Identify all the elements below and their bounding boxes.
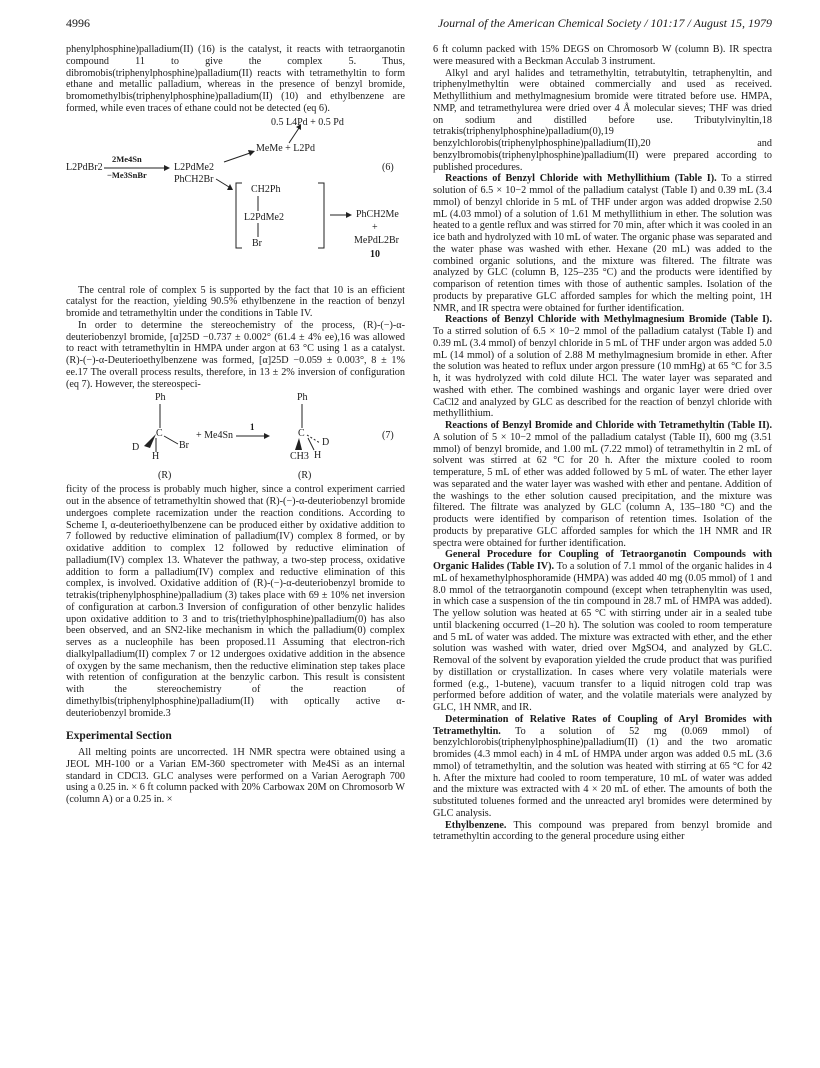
eq7-br: Br bbox=[179, 440, 189, 452]
eq7-d-right: D bbox=[322, 437, 330, 449]
paragraph bbox=[433, 314, 772, 420]
paragraph: 6 ft column packed with 15% DEGS on Chromosorb W (column B). IR spectra were measured with a Beckman Acculab 3 instrument. bbox=[433, 44, 772, 67]
eq6-complex-top: CH2Ph bbox=[251, 183, 281, 195]
eq6-meme: MeMe + L2Pd bbox=[256, 142, 315, 154]
eq7-ph-left: Ph bbox=[155, 392, 166, 404]
paragraph-text: A solution of 5 × 10−2 mmol of the palladium catalyst (Table II), 600 mg (3.51 mmol) of benzyl bromide, and 1.00 mL (7.22 mmol) of tetramethyltin in 2 mL of solvent was stirred at 62 °C for 20 h. After the mixture cooled to room temperature, 5 mL of ether was added followed by 5 mL of water. The ether layer was separated and the water layer was washed with ether and pentane. Addition of the washings to the ether solution caused precipitation, and the mixture was filtered. The filtrate was analyzed by GLC (column A, 135–180 °C) and the products were identified by comparison of retention times. Isolation of the products by preparative GLC afforded samples for which the 1H NMR and IR spectra were obtained for further identification. bbox=[433, 431, 772, 549]
subheading: General Procedure for Coupling of Tetraorganotin Compounds with Organic Halides (Table IV). bbox=[433, 549, 772, 572]
eq7-h-right: H bbox=[314, 450, 322, 462]
eq6-product1: L2PdMe2 bbox=[174, 161, 214, 173]
subheading: Reactions of Benzyl Bromide and Chloride with Tetramethyltin (Table II). bbox=[445, 420, 772, 431]
eq6-prod-b-number: 10 bbox=[370, 248, 380, 260]
paragraph: phenylphosphine)palladium(II) (16) is the catalyst, it reacts with tetraorganotin compound 11 to give the complex 5. Thus, dibromobis(triphenylphosphine)palladium(II) reacts with tetramethyltin to form ethane and metallic palladium, whereas in the presence of benzyl bromide, bromomethylbis(triphenylphosphine)palladium(II) (10) and ethylbenzene are formed, while even traces of ethane could not be detected (eq 6). bbox=[66, 44, 405, 114]
eq7-ch3: CH3 bbox=[290, 451, 309, 463]
paragraph bbox=[433, 820, 772, 844]
eq7-label-right: (R) bbox=[298, 470, 312, 482]
paragraph: The central role of complex 5 is supported by the fact that 10 is an efficient catalyst for the reaction, yielding 90.5% ethylbenzene in the reaction of benzyl bromide and tetramethyltin under the conditions in Table IV. bbox=[66, 284, 405, 319]
eq7-catalyst: 1 bbox=[250, 422, 255, 433]
journal-citation: Journal of the American Chemical Society / 101:17 / August 15, 1979 bbox=[437, 16, 772, 30]
eq6-complex-bot: Br bbox=[252, 237, 262, 249]
paragraph bbox=[433, 420, 772, 549]
paragraph: All melting points are uncorrected. 1H NMR spectra were obtained using a JEOL MH-100 or a Varian EM-360 spectrometer with Me4Si as an internal standard in CDCl3. GLC analyses were performed on a Varian Aerograph 700 using a 0.25 in. × 6 ft column packed with 20% Carbowax 20M on Chromosorb W (column A) or a 0.25 in. × bbox=[66, 747, 405, 805]
paragraph-text: To a solution of 52 mg (0.069 mmol) of benzylchlorobis(triphenylphosphine)palladium(II) (1) and the two aromatic bromides (4.3 mmol each) in 4 mL of HMPA under argon was added 0.5 mL (3.6 mmol) of tetramethyltin, and the solution was heated with stirring at 65 °C for 42 h. After the mixture had cooled to room temperature, 10 mL of water was added and the mixture was extracted with 4 × 20 mL of ether. The amounts of both the substituted toluenes formed and the unreacted aryl bromides were determined by GLC analysis. bbox=[433, 725, 772, 819]
paragraph: ficity of the process is probably much higher, since a control experiment carried out in the absence of tetramethyltin showed that (R)-(−)-α-deuteriobenzyl bromide undergoes complete racemization under the reaction conditions. According to Scheme I, α-deuterioethylbenzene can be produced either by oxidative addition to 7 followed by reductive elimination of palladium(IV) complex 8 formed, or by oxidative addition to complex 12 followed by reductive elimination of palladium(IV) complex 13. Whatever the pathway, a two-step process, oxidative addition to form a palladium(IV) complex and reductive elimination of this complex, is involved. Oxidative addition of (R)-(−)-α-deuteriobenzyl bromide to tetrakis(triphenylphosphine)palladium (3) takes place with 69 ± 10% net inversion of configuration at carbon.3 Inversion of configuration of other benzylic halides upon oxidative addition to 3 and to tris(triethylphosphine)palladium(0) has also been observed, and an SN2-like mechanism in which the palladium(0) complex serves as a nucleophile has been proposed.11 Assuming that electron-rich dialkylpalladium(II) complex 7 or 12 undergoes oxidative addition in the absence of oxygen by the same mechanism, then the reductive elimination step takes place with retention of configuration at the benzylic carbon. This result is consistent with the stereochemistry of the reaction of dimethylbis(triphenylphosphine)palladium(II) with optically active α-deuteriobenzyl bromide.3 bbox=[66, 484, 405, 719]
eq7-d-left: D bbox=[132, 442, 140, 454]
equation-6-lines bbox=[66, 117, 405, 277]
eq6-reactant: L2PdBr2 bbox=[66, 161, 103, 173]
paragraph: Alkyl and aryl halides and tetramethyltin, tetrabutyltin, tetraphenyltin, and triphenylmethyltin were obtained commercially and used as received. Methyllithium and methylmagnesium bromide were titrated before use. HMPA, NMP, and tetramethylurea were dried over 4 Å molecular sieves; THF was dried on sodium and distilled before use. Tributylvinyltin,18 tetrakis(triphenylphosphine)palladium(0),19 benzylchlorobis(triphenylphosphine)palladium(II),20 and benzylbromobis(triphenylphosphine)palladium(II) were prepared according to published procedures. bbox=[433, 67, 772, 173]
eq7-c-left: C bbox=[156, 428, 163, 440]
subheading: Reactions of Benzyl Chloride with Methyllithium (Table I). bbox=[445, 173, 717, 185]
eq7-label-left: (R) bbox=[158, 470, 172, 482]
paragraph-text: To a solution of 7.1 mmol of the organic halides in 4 mL of hexamethylphosphoramide (HMPA) was added 40 mg (0.05 mmol) of 1 and 8.0 mmol of the tetraorganotin compound (except when tetraphenyltin was used, in which case a suspension of the tin compound in 28.7 mL of HMPA was added). The yellow solution was heated at 65 °C with stirring under air in a sealed tube until blackening occurred (1–20 h). The solution was cooled to room temperature and 5 mL of water was added. The mixture was extracted with ether, and the ether solution was washed with water, dried over MgSO4, and analyzed by GLC. Removal of the solvent by evaporation yielded the crude product that was purified by distillation or crystallization. In cases where very volatile materials were formed (e.g., 1-butene), vacuum transfer to a liquid nitrogen cold trap was performed before addition of water, and the volatile materials were analyzed by GLC, 1H NMR, and IR. bbox=[433, 561, 772, 713]
eq7-ph-right: Ph bbox=[297, 392, 308, 404]
equation-7-lines bbox=[66, 392, 405, 482]
eq6-benzyl: PhCH2Br bbox=[174, 173, 214, 185]
paragraph bbox=[433, 549, 772, 714]
paragraph bbox=[433, 173, 772, 314]
eq6-plus: + bbox=[372, 221, 378, 233]
eq7-number: (7) bbox=[382, 430, 394, 442]
subheading: Reactions of Benzyl Chloride with Methylmagnesium Bromide (Table I). bbox=[445, 314, 772, 326]
paragraph-text: To a stirred solution of 6.5 × 10−2 mmol of the palladium catalyst (Table I) and 0.39 mL (3.4 mmol) of benzyl chloride in 5 mL of THF under argon was added 5.0 mL (14 mmol) of a solution of 2.88 M methylmagnesium bromide in ether. After the solution was heated to reflux under argon pressure (10 mmHg) at 65 °C for 3.5 h, it was hydrolyzed with cold dilute HCl. The water layer was separated and washed with ether. The combined washings and organic layer were dried over CaCl2 and analyzed by GLC as described for the reaction of benzyl chloride with methyllithium. bbox=[433, 326, 772, 420]
right-column bbox=[433, 44, 772, 843]
eq7-c-right: C bbox=[298, 428, 305, 440]
eq6-prod-b: MePdL2Br bbox=[354, 234, 399, 246]
eq6-arrow-bottom: −Me3SnBr bbox=[107, 169, 147, 180]
section-heading: Experimental Section bbox=[66, 730, 172, 743]
subheading: Ethylbenzene. bbox=[445, 819, 507, 831]
subheading: Determination of Relative Rates of Coupling of Aryl Bromides with Tetramethyltin. bbox=[433, 713, 772, 737]
eq6-arrow-top: 2Me4Sn bbox=[112, 153, 142, 164]
eq6-complex-mid: L2PdMe2 bbox=[244, 211, 284, 223]
eq7-reagent: + Me4Sn bbox=[196, 430, 234, 442]
paragraph-text: To a stirred solution of 6.5 × 10−2 mmol of the palladium catalyst (Table I) and 0.39 mL (3.4 mmol) of benzyl chloride in 5 mL of THF under argon was added dropwise 2.50 mL (4.03 mmol) of a solution of 1.61 M methyllithium in ether. The solution was heated to a gentle reflux and was stirred for 70 min, after which it was cooled in an ice bath and hydrolyzed with 10 mL of water. The organic phase was separated and the water phase was washed with ether. Hexane (20 mL) was added to the combined organic solutions, and the mixture was filtered. The filtrate was analyzed by GLC (column B, 125–235 °C) and the products were identified by comparison of retention times with those of authentic samples. Isolation of the products by preparative GLC afforded samples for which the melting point, 1H NMR, and IR spectra were obtained for further identification. bbox=[433, 173, 772, 314]
page-header bbox=[66, 16, 772, 34]
equation-6 bbox=[66, 117, 405, 277]
eq6-number: (6) bbox=[382, 161, 394, 173]
eq6-prod-a: PhCH2Me bbox=[356, 208, 399, 220]
equation-7 bbox=[66, 392, 405, 482]
page-number: 4996 bbox=[66, 16, 90, 30]
eq6-top-right: 0.5 L4Pd + 0.5 Pd bbox=[271, 116, 344, 128]
eq7-h-left: H bbox=[152, 451, 160, 463]
paragraph bbox=[433, 714, 772, 820]
paragraph: In order to determine the stereochemistry of the process, (R)-(−)-α-deuteriobenzyl bromide, [α]25D −0.737 ± 0.002° (61.4 ± 4% ee),16 was allowed to react with tetramethyltin in HMPA under argon at 63 °C using 1 as a catalyst. (R)-(−)-α-Deuterioethylbenzene was formed, [α]25D −0.059 ± 0.003°, 8 ± 1% ee.17 The overall process results, therefore, in 13 ± 2% inversion of configuration (eq 7). However, the stereospeci- bbox=[66, 319, 405, 390]
left-column bbox=[66, 44, 405, 806]
paragraph-text: This compound was prepared from benzyl bromide and tetramethyltin according to the general procedure using either bbox=[433, 819, 772, 843]
